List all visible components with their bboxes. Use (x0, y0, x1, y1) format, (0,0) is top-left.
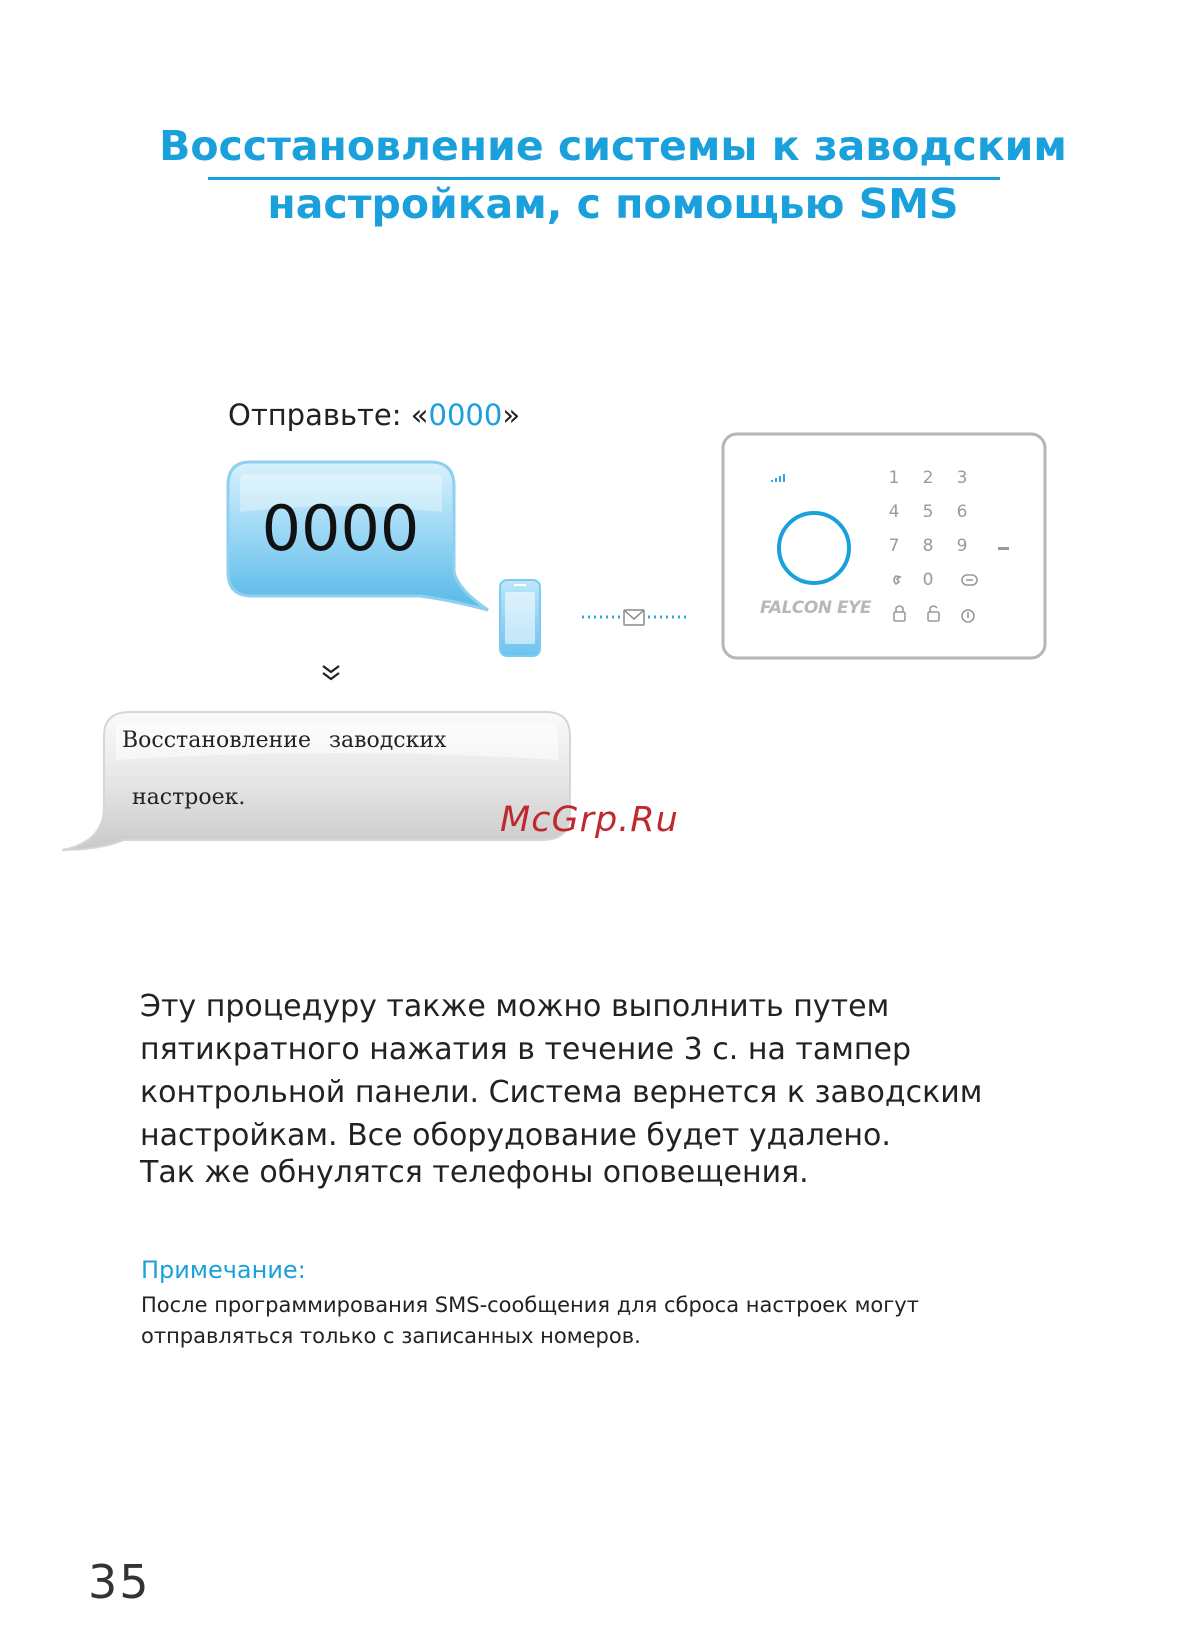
body-line: контрольной панели. Система вернется к заводским (140, 1075, 983, 1110)
minus-key-icon (998, 547, 1009, 550)
send-label-text: Отправьте: (228, 398, 411, 432)
panel-key-9: 9 (956, 536, 968, 556)
body-line: настройкам. Все оборудование будет удалено. (140, 1118, 891, 1153)
page-title-line-1: Восстановление системы к заводским (159, 122, 1067, 170)
page-number: 35 (88, 1555, 151, 1609)
watermark: McGrp.Ru (500, 800, 679, 840)
panel-key-4: 4 (888, 502, 900, 522)
send-instruction (228, 398, 520, 432)
panel-key-7: 7 (888, 536, 900, 556)
body-paragraph (140, 985, 1040, 1194)
reply-word-2: заводских (328, 728, 447, 753)
panel-key-5: 5 (922, 502, 934, 522)
body-line: Эту процедуру также можно выполнить путем (140, 989, 890, 1024)
panel-brand-logo: FALCON EYE (760, 598, 872, 618)
chevron-down-icon (323, 666, 339, 679)
note-title: Примечание: (141, 1256, 306, 1284)
note-text (141, 1290, 1041, 1352)
panel-key-8: 8 (922, 536, 934, 556)
panel-key-3: 3 (956, 468, 968, 488)
panel-key-0: 0 (922, 570, 934, 590)
envelope-icon (624, 610, 644, 625)
panel-key-1: 1 (888, 468, 900, 488)
body-line: Так же обнулятся телефоны оповещения. (140, 1155, 809, 1190)
reply-text-line-2: настроек. (132, 785, 246, 810)
close-quote: » (502, 398, 521, 432)
panel-key-6: 6 (956, 502, 968, 522)
reply-text-line-1 (122, 728, 446, 753)
phone-icon (500, 580, 540, 656)
note-line: отправляться только с записанных номеров. (141, 1324, 641, 1348)
body-line: пятикратного нажатия в течение 3 с. на тампер (140, 1032, 912, 1067)
command-bubble-text: 0000 (261, 492, 420, 565)
panel-key-2: 2 (922, 468, 934, 488)
reply-word-1: Восстановление (122, 728, 311, 753)
page-title-line-2: настройкам, с помощью SMS (267, 180, 959, 228)
send-code: 0000 (428, 398, 503, 432)
open-quote: « (410, 398, 429, 432)
note-line: После программирования SMS-сообщения для сброса настроек могут (141, 1293, 919, 1317)
